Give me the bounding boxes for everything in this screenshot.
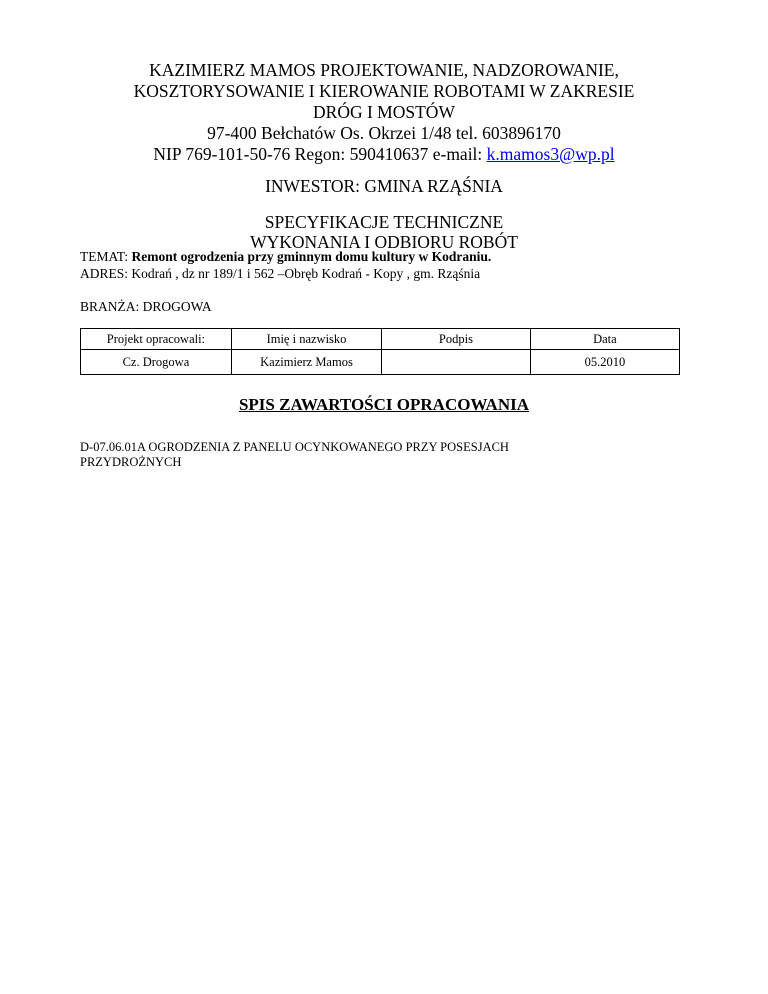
table-cell: 05.2010 <box>530 350 679 375</box>
table-header-cell: Podpis <box>382 329 531 350</box>
company-ids-text: NIP 769-101-50-76 Regon: 590410637 e-mail: <box>153 144 487 164</box>
branza-line: BRANŻA: DROGOWA <box>80 299 212 314</box>
signature-table <box>80 328 680 375</box>
table-cell: Kazimierz Mamos <box>231 350 381 375</box>
table-header-cell: Projekt opracowali: <box>81 329 232 350</box>
company-name-line-1: KAZIMIERZ MAMOS PROJEKTOWANIE, NADZOROWANIE, <box>149 60 619 80</box>
spec-title-line-2: WYKONANIA I ODBIORU ROBÓT <box>250 232 518 252</box>
company-name-line-2: KOSZTORYSOWANIE I KIEROWANIE ROBOTAMI W ZAKRESIE <box>133 81 635 101</box>
company-ids <box>80 144 688 165</box>
toc-title: SPIS ZAWARTOŚCI OPRACOWANIA <box>238 395 530 414</box>
temat-label: TEMAT: <box>80 249 132 264</box>
temat-line <box>80 249 491 265</box>
table-cell <box>382 350 531 375</box>
table-header-row <box>81 329 680 350</box>
toc-entry <box>80 440 640 470</box>
temat-value: Remont ogrodzenia przy gminnym domu kultury w Kodraniu. <box>131 249 492 264</box>
table-cell: Cz. Drogowa <box>81 350 232 375</box>
table-header-cell: Imię i nazwisko <box>231 329 381 350</box>
company-name-line-3: DRÓG I MOSTÓW <box>313 102 455 122</box>
toc-entry-line-2: PRZYDROŻNYCH <box>80 455 182 469</box>
company-header <box>80 60 688 165</box>
toc-entry-line-1: D-07.06.01A OGRODZENIA Z PANELU OCYNKOWANEGO PRZY POSESJACH <box>80 440 509 454</box>
table-row <box>81 350 680 375</box>
spec-title <box>80 212 688 252</box>
email-link[interactable]: k.mamos3@wp.pl <box>486 144 615 164</box>
table-header-cell: Data <box>530 329 679 350</box>
investor: INWESTOR: GMINA RZĄŚNIA <box>265 176 503 196</box>
adres-line: ADRES: Kodrań , dz nr 189/1 i 562 –Obręb Kodrań - Kopy , gm. Rząśnia <box>80 266 481 281</box>
company-address: 97-400 Bełchatów Os. Okrzei 1/48 tel. 603896170 <box>207 123 561 143</box>
spec-title-line-1: SPECYFIKACJE TECHNICZNE <box>264 212 504 232</box>
